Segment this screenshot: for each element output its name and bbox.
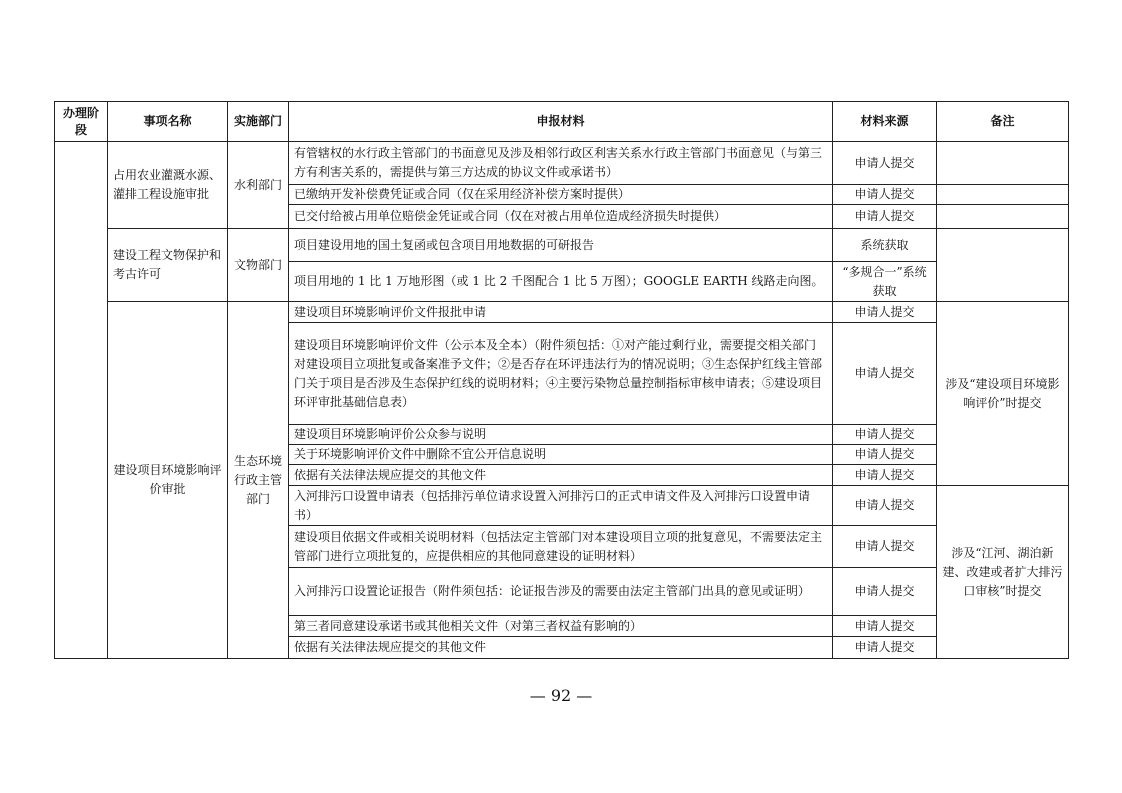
department-cell: 生态环境行政主管部门 — [228, 302, 289, 659]
source-cell: 申请人提交 — [833, 142, 937, 185]
remark-cell — [937, 229, 1069, 302]
remark-cell — [937, 185, 1069, 205]
remark-cell — [937, 142, 1069, 185]
material-cell: 关于环境影响评价文件中删除不宜公开信息说明 — [289, 445, 833, 465]
item-name-cell: 建设工程文物保护和考古许可 — [108, 229, 228, 302]
materials-table — [54, 101, 1069, 659]
source-cell: 申请人提交 — [833, 616, 937, 637]
source-cell: 申请人提交 — [833, 465, 937, 486]
header-stage: 办理阶段 — [55, 102, 108, 142]
source-cell: 申请人提交 — [833, 445, 937, 465]
header-department: 实施部门 — [228, 102, 289, 142]
material-cell: 建设项目环境影响评价文件报批申请 — [289, 302, 833, 323]
material-cell: 项目用地的 1 比 1 万地形图（或 1 比 2 千图配合 1 比 5 万图）；GOOGLE EARTH 线路走向图。 — [289, 262, 833, 302]
remark-cell: 涉及“江河、湖泊新建、改建或者扩大排污口审核”时提交 — [937, 486, 1069, 659]
department-cell: 水利部门 — [228, 142, 289, 229]
material-cell: 建设项目环境影响评价文件（公示本及全本）（附件须包括：①对产能过剩行业，需要提交相关部门对建设项目立项批复或备案准予文件；②是否存在环评违法行为的情况说明；③生态保护红线主管部门关于项目是否涉及生态保护红线的说明材料；④主要污染物总量控制指标审核申请表；⑤建设项目环评审批基础信息表） — [289, 323, 833, 425]
department-cell: 文物部门 — [228, 229, 289, 302]
source-cell: 申请人提交 — [833, 425, 937, 445]
remark-cell — [937, 205, 1069, 229]
material-cell: 有管辖权的水行政主管部门的书面意见及涉及相邻行政区利害关系水行政主管部门书面意见（与第三方有利害关系的，需提供与第三方达成的协议文件或承诺书） — [289, 142, 833, 185]
source-cell: 申请人提交 — [833, 205, 937, 229]
material-cell: 建设项目环境影响评价公众参与说明 — [289, 425, 833, 445]
table-row — [55, 229, 1069, 262]
table-row — [55, 302, 1069, 323]
table-row — [55, 142, 1069, 185]
material-cell: 已交付给被占用单位赔偿金凭证或合同（仅在对被占用单位造成经济损失时提供） — [289, 205, 833, 229]
source-cell: 申请人提交 — [833, 637, 937, 659]
material-cell: 依据有关法律法规应提交的其他文件 — [289, 465, 833, 486]
source-cell: 申请人提交 — [833, 302, 937, 323]
remark-cell: 涉及“建设项目环境影响评价”时提交 — [937, 302, 1069, 486]
material-cell: 入河排污口设置申请表（包括排污单位请求设置入河排污口的正式申请文件及入河排污口设置申请书） — [289, 486, 833, 526]
table-header-row — [55, 102, 1069, 142]
header-source: 材料来源 — [833, 102, 937, 142]
header-remarks: 备注 — [937, 102, 1069, 142]
header-materials: 申报材料 — [289, 102, 833, 142]
stage-cell — [55, 142, 108, 659]
source-cell: “多规合一”系统获取 — [833, 262, 937, 302]
source-cell: 申请人提交 — [833, 568, 937, 616]
material-cell: 第三者同意建设承诺书或其他相关文件（对第三者权益有影响的） — [289, 616, 833, 637]
material-cell: 依据有关法律法规应提交的其他文件 — [289, 637, 833, 659]
material-cell: 项目建设用地的国土复函或包含项目用地数据的可研报告 — [289, 229, 833, 262]
source-cell: 申请人提交 — [833, 323, 937, 425]
header-item-name: 事项名称 — [108, 102, 228, 142]
source-cell: 申请人提交 — [833, 486, 937, 526]
material-cell: 建设项目依据文件或相关说明材料（包括法定主管部门对本建设项目立项的批复意见，不需要法定主管部门进行立项批复的，应提供相应的其他同意建设的证明材料） — [289, 526, 833, 568]
page-number: — 92 — — [529, 686, 593, 705]
source-cell: 申请人提交 — [833, 185, 937, 205]
item-name-cell: 占用农业灌溉水源、灌排工程设施审批 — [108, 142, 228, 229]
source-cell: 系统获取 — [833, 229, 937, 262]
item-name-cell: 建设项目环境影响评价审批 — [108, 302, 228, 659]
material-cell: 入河排污口设置论证报告（附件须包括：论证报告涉及的需要由法定主管部门出具的意见或证明） — [289, 568, 833, 616]
material-cell: 已缴纳开发补偿费凭证或合同（仅在采用经济补偿方案时提供） — [289, 185, 833, 205]
source-cell: 申请人提交 — [833, 526, 937, 568]
